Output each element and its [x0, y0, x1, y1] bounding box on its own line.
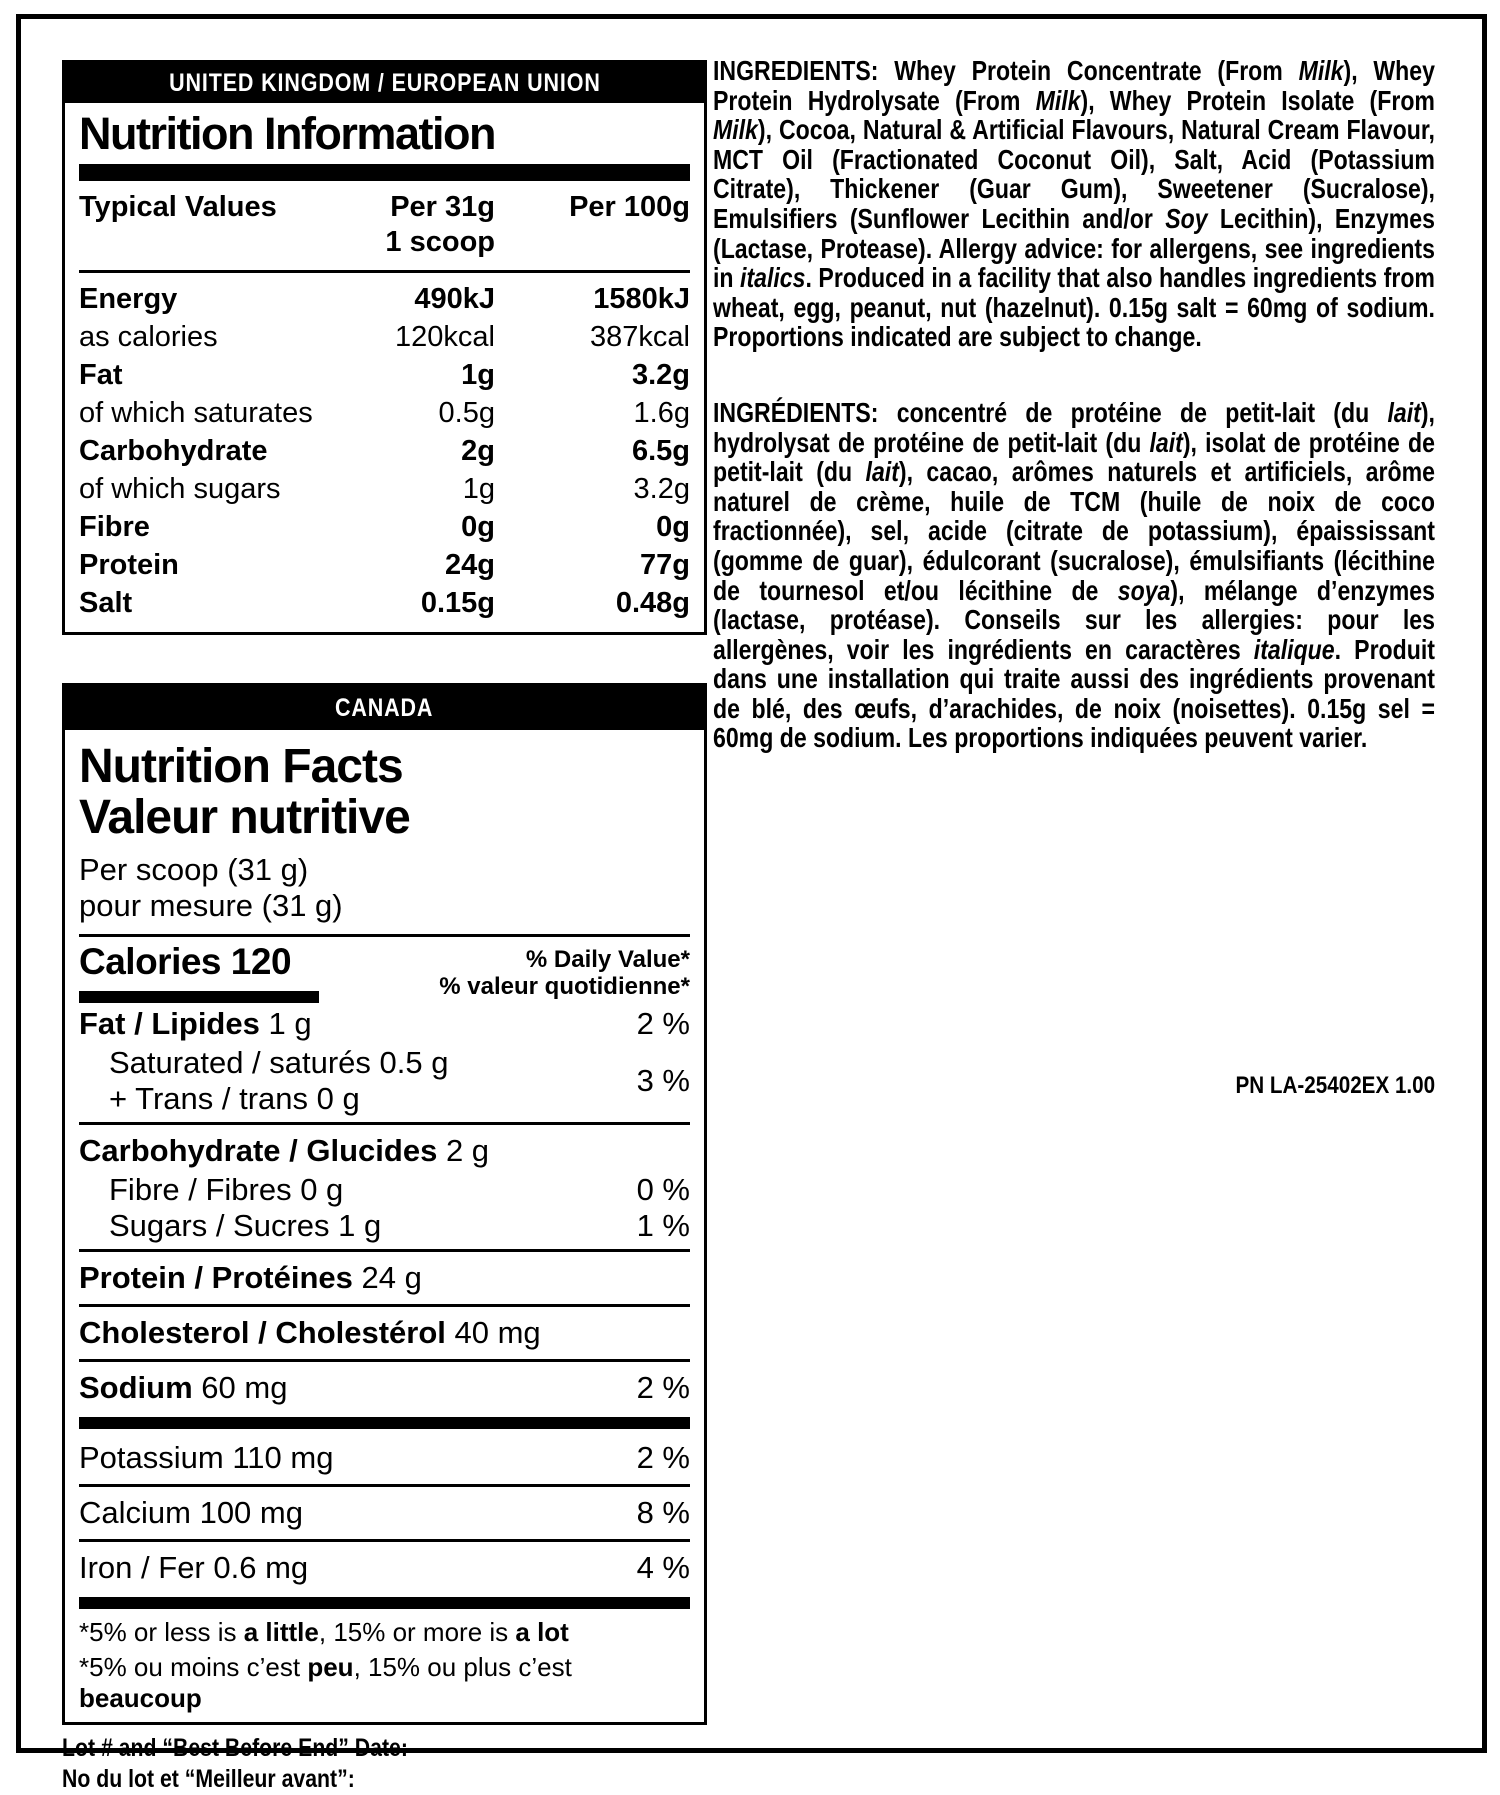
ca-potassium-row	[79, 1437, 690, 1479]
uk-energy-row	[79, 280, 690, 318]
canada-region-label: CANADA	[335, 693, 434, 722]
uk-fat-row	[79, 356, 690, 394]
serving-rule	[79, 934, 690, 937]
part-number-text: PN LA-25402EX 1.00	[1235, 1072, 1435, 1099]
uk-panel-body	[65, 103, 704, 632]
row-divider	[79, 1122, 690, 1125]
daily-value-cell: 2 %	[636, 1440, 690, 1476]
uk-row-per-scoop: 120kcal	[395, 321, 495, 354]
uk-row-per-100g: 3.2g	[631, 359, 690, 392]
uk-row-per-100g: 387kcal	[590, 321, 690, 354]
thick-divider	[79, 1597, 690, 1609]
nutrient-name-bold: Carbohydrate / Glucides	[79, 1133, 438, 1169]
uk-panel-title: Nutrition Information	[79, 108, 495, 159]
footnote-en: *5% or less is a little, 15% or more is a lot	[79, 1617, 569, 1648]
nutrient-label: Calcium 100 mg	[79, 1495, 303, 1531]
calories-value: Calories 120	[79, 941, 292, 983]
ingredients-column	[713, 56, 1435, 753]
row-divider	[79, 1249, 690, 1252]
uk-row-per-100g: 0.48g	[615, 587, 690, 620]
uk-table-header	[79, 181, 690, 270]
uk-carbohydrate-row	[79, 432, 690, 470]
canada-region-bar	[65, 686, 704, 730]
daily-value-cell: 8 %	[636, 1495, 690, 1531]
uk-row-per-100g: 0g	[656, 511, 690, 544]
ca-fat-row	[79, 1003, 690, 1045]
daily-value-header	[439, 942, 690, 1000]
nutrition-facts-title: Nutrition Facts	[79, 740, 403, 794]
nutrient-label: Sugars / Sucres 1 g	[109, 1208, 382, 1244]
uk-col-per-scoop	[330, 190, 495, 260]
canada-nutrition-panel	[62, 683, 707, 1725]
ca-sodium-row	[79, 1367, 690, 1409]
serving-size-fr: pour mesure (31 g)	[79, 888, 343, 924]
nutrient-label: Iron / Fer 0.6 mg	[79, 1550, 309, 1586]
uk-row-per-scoop: 490kJ	[414, 283, 495, 316]
uk-row-label: of which sugars	[79, 473, 281, 506]
uk-header-rule	[79, 270, 690, 273]
daily-value-cell: 1 %	[636, 1208, 690, 1244]
uk-eu-region-label: UNITED KINGDOM / EUROPEAN UNION	[168, 68, 601, 97]
calories-block	[79, 942, 319, 1003]
ca-iron-row	[79, 1547, 690, 1589]
uk-row-per-scoop: 1g	[461, 359, 495, 392]
nutrient-label: Fibre / Fibres 0 g	[109, 1172, 344, 1208]
nutrient-label: Fat / Lipides 1 g	[79, 1006, 312, 1042]
nutrient-label: Protein / Protéines 24 g	[79, 1260, 422, 1296]
lot-line-en: Lot # and “Best Before End” Date:	[62, 1734, 408, 1763]
uk-protein-row	[79, 546, 690, 584]
uk-col-typical-values: Typical Values	[79, 191, 277, 224]
uk-sugars-row	[79, 470, 690, 508]
footnote-fr: *5% ou moins c’est peu, 15% ou plus c’est beaucoup	[79, 1652, 572, 1714]
uk-row-label: Protein	[79, 549, 179, 582]
nutrient-label: Sodium 60 mg	[79, 1370, 288, 1406]
uk-row-per-scoop: 1g	[462, 473, 495, 506]
uk-row-per-scoop: 0g	[461, 511, 495, 544]
ca-fibre-row	[79, 1172, 690, 1208]
sub-line: Saturated / saturés 0.5 g	[109, 1045, 449, 1081]
ca-sugars-row	[79, 1208, 690, 1244]
uk-fibre-row	[79, 508, 690, 546]
uk-row-label: Carbohydrate	[79, 435, 268, 468]
daily-value-cell: 2 %	[636, 1006, 690, 1042]
lot-info	[62, 1733, 708, 1795]
daily-value-cell	[570, 1257, 690, 1299]
part-number	[713, 1072, 1435, 1100]
calories-underline-bar	[79, 991, 319, 1003]
sub-lines	[79, 1045, 570, 1117]
uk-row-label: Fibre	[79, 511, 150, 544]
daily-value-cell: 2 %	[636, 1370, 690, 1406]
uk-row-per-100g: 3.2g	[633, 473, 690, 506]
ca-protein-row	[79, 1257, 690, 1299]
row-divider	[79, 1304, 690, 1307]
valeur-nutritive-title: Valeur nutritive	[79, 791, 410, 845]
uk-row-label: Salt	[79, 587, 133, 620]
uk-row-per-scoop: 0.15g	[420, 587, 495, 620]
ingredients-french: INGRÉDIENTS: concentré de protéine de petit-lait (du lait), hydrolysat de protéine de petit-lait (du lait), isolat de protéine de petit-lait (du lait), cacao, arômes naturels et artificiels, arôme naturel de crème, huile de TCM (huile de noix de coco fractionnée), sel, acide (citrate de potassium), épaississant (gomme de guar), édulcorant (sucralose), émulsifiants (lécithine de tournesol et/ou lécithine de soya), mélange d’enzymes (lactase, protéase). Conseils sur les allergies: pour les allergènes, voir les ingrédients en caractères italique. Produit dans une installation qui traite aussi des ingrédients provenant de blé, des œufs, d’arachides, de noix (noisettes). 0.15g sel = 60mg de sodium. Les proportions indiquées peuvent varier.	[713, 396, 1435, 754]
canada-table-rows	[79, 1003, 690, 1609]
daily-value-cell: 0 %	[636, 1172, 690, 1208]
nutrient-name-bold: Protein / Protéines	[79, 1260, 353, 1296]
canada-panel-title	[79, 742, 690, 844]
uk-table-rows	[79, 280, 690, 622]
ingredients-english: INGREDIENTS: Whey Protein Concentrate (From Milk), Whey Protein Hydrolysate (From Milk), Whey Protein Isolate (From Milk), Cocoa, Natural & Artificial Flavours, Natural Cream Flavour, MCT Oil (Fractionated Coconut Oil), Salt, Acid (Potassium Citrate), Thickener (Guar Gum), Sweetener (Sucralose), Emulsifiers (Sunflower Lecithin and/or Soy Lecithin), Enzymes (Lactase, Protease). Allergy advice: for allergens, see ingredients in italics. Produced in a facility that also handles ingredients from wheat, egg, peanut, nut (hazelnut). 0.15g salt = 60mg of sodium. Proportions indicated are subject to change.	[713, 55, 1435, 353]
row-divider	[79, 1539, 690, 1542]
daily-value-cell: 3 %	[636, 1063, 690, 1099]
calories-section	[79, 942, 690, 1003]
uk-eu-region-bar	[65, 63, 704, 103]
nutrient-label: Potassium 110 mg	[79, 1440, 334, 1476]
ca-carbohydrate-row	[79, 1130, 690, 1172]
uk-row-per-100g: 6.5g	[631, 435, 690, 468]
uk-row-per-scoop: 24g	[445, 549, 495, 582]
uk-row-label: of which saturates	[79, 397, 313, 430]
saturated-trans-row	[79, 1045, 690, 1117]
ca-calcium-row	[79, 1492, 690, 1534]
thick-divider	[79, 1417, 690, 1429]
nutrient-name-bold: Fat / Lipides	[79, 1006, 260, 1042]
daily-value-cell: 4 %	[636, 1550, 690, 1586]
uk-title-divider	[79, 164, 690, 181]
uk-row-per-scoop: 0.5g	[438, 397, 495, 430]
canada-panel-body	[65, 730, 704, 1722]
daily-value-header-en: % Daily Value*	[525, 946, 690, 974]
ca-cholesterol-row	[79, 1312, 690, 1354]
row-divider	[79, 1359, 690, 1362]
daily-value-cell	[570, 1130, 690, 1172]
uk-row-label: Fat	[79, 359, 123, 392]
daily-value-header-fr: % valeur quotidienne*	[439, 973, 690, 1001]
uk-col-per-100g: Per 100g	[569, 191, 690, 224]
lot-line-fr: No du lot et “Meilleur avant”:	[62, 1765, 355, 1794]
row-divider	[79, 1484, 690, 1487]
nutrient-name-bold: Sodium	[79, 1370, 193, 1406]
label-left-column	[62, 60, 707, 1795]
uk-row-per-100g: 1580kJ	[593, 283, 690, 316]
uk-col-per-scoop-line1: Per 31g	[390, 191, 495, 224]
nutrient-label: Carbohydrate / Glucides 2 g	[79, 1133, 490, 1169]
uk-col-per-scoop-line2: 1 scoop	[385, 226, 495, 259]
daily-value-cell	[570, 1312, 690, 1354]
nutrient-label: Cholesterol / Cholestérol 40 mg	[79, 1315, 541, 1351]
nutrient-name-bold: Cholesterol / Cholestérol	[79, 1315, 446, 1351]
uk-salt-row	[79, 584, 690, 622]
sub-line: + Trans / trans 0 g	[109, 1081, 360, 1117]
uk-row-label: as calories	[79, 321, 218, 354]
uk-saturates-row	[79, 394, 690, 432]
serving-size-en: Per scoop (31 g)	[79, 852, 309, 888]
uk-row-per-100g: 1.6g	[633, 397, 690, 430]
uk-row-per-100g: 77g	[640, 549, 690, 582]
uk-eu-nutrition-panel	[62, 60, 707, 635]
uk-calories-row	[79, 318, 690, 356]
uk-row-label: Energy	[79, 283, 178, 316]
uk-row-per-scoop: 2g	[461, 435, 495, 468]
